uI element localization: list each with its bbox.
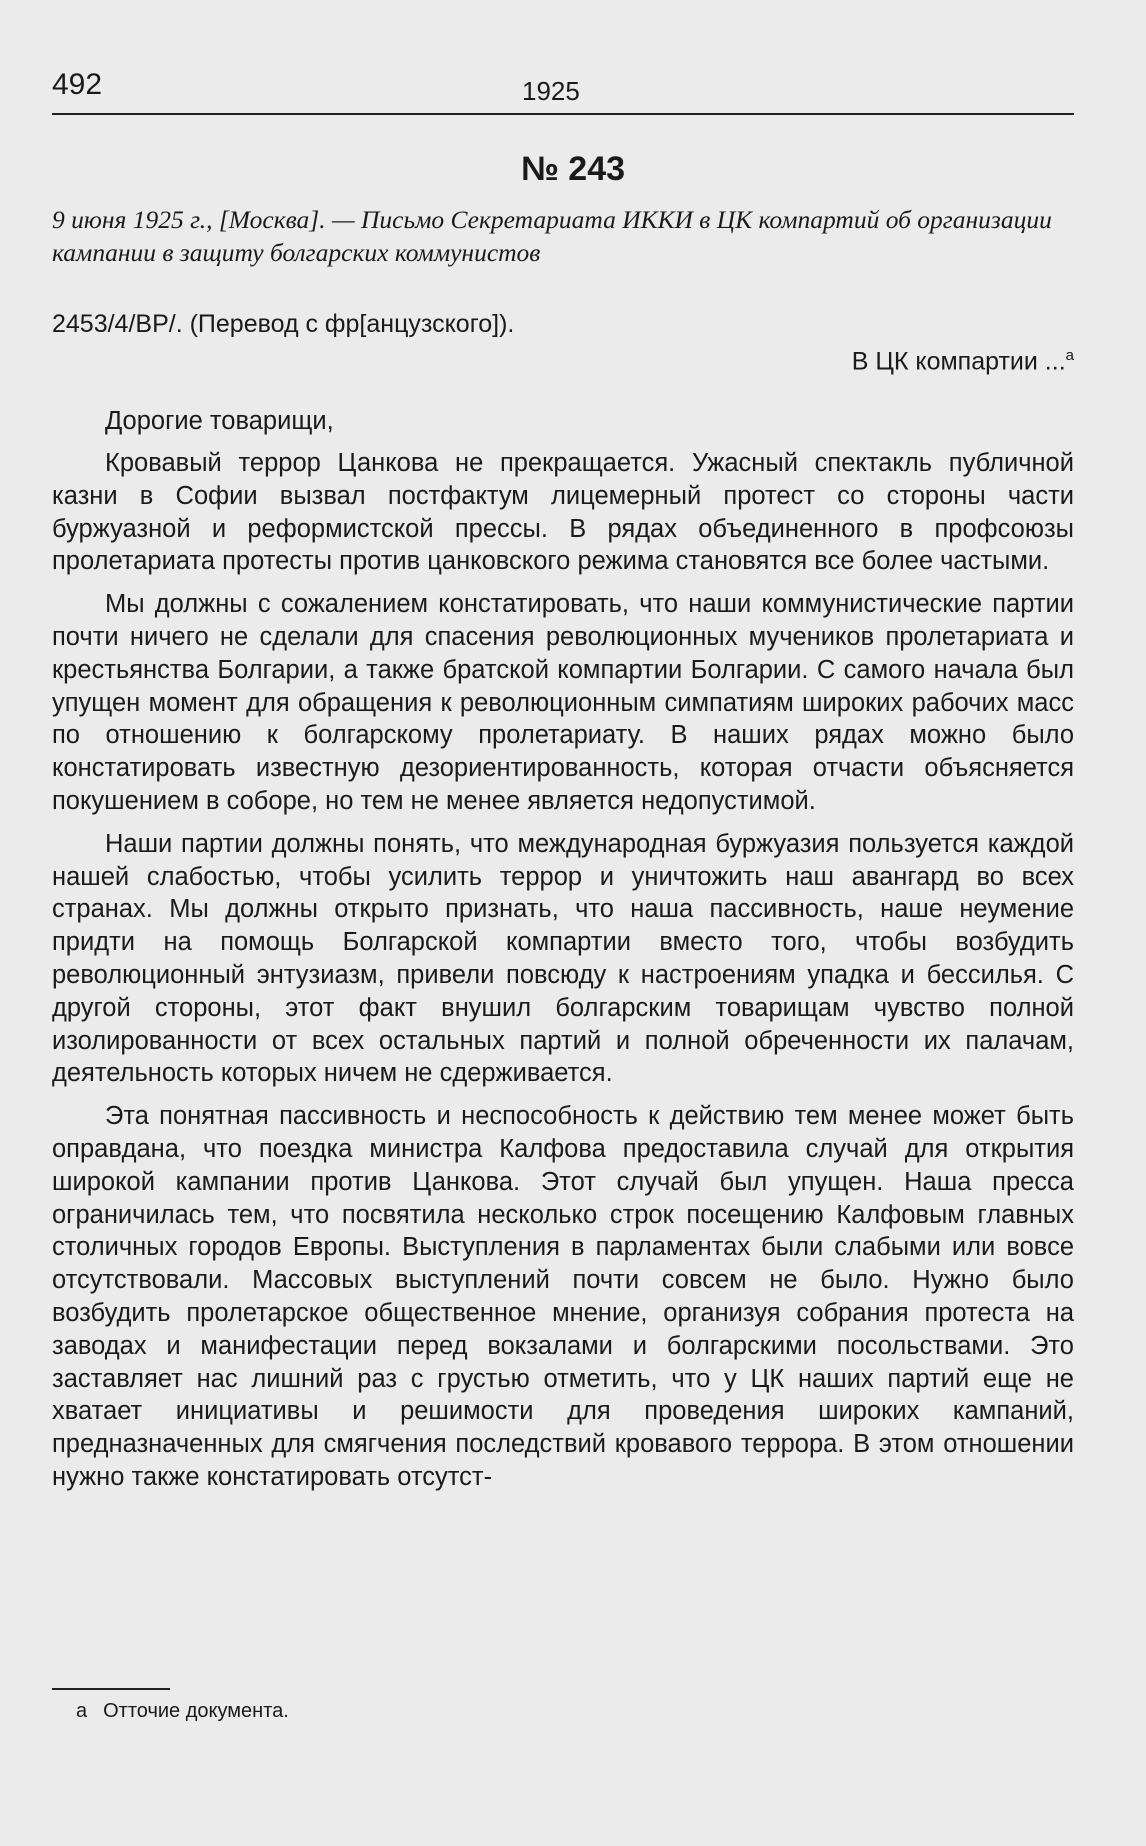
paragraph: Эта понятная пассивность и неспособность к действию тем менее может быть оправдана, что поездка министра Калфова предоставила случай для открытия широкой кампании против Цанкова. Этот случай был упущен. Наша пресса ограничилась тем, что посвятила несколько строк посещению Калфовым главных столичных городов Европы. Выступления в парламентах были слабыми или вовсе отсутствовали. Массовых выступлений почти совсем не было. Нужно было возбудить пролетарское общественное мнение, организуя собрания протеста на заводах и манифестации перед вокзалами и болгарскими посольствами. Это заставляет нас лишний раз с грустью отметить, что у ЦК наших партий еще не хватает инициативы и решимости для проведения широких кампаний, предназначенных для смягчения последствий кровавого террора. В этом отношении нужно также констатировать отсутст- [52, 1102, 1074, 1491]
footnote-marker: а [1065, 347, 1074, 364]
page-number: 492 [52, 68, 103, 101]
addressee-text: В ЦК компартии ... [851, 347, 1066, 376]
letter-body [52, 447, 1074, 1504]
paragraph: Кровавый террор Цанкова не прекращается. Ужасный спектакль публичной казни в Софии вызвал постфактум лицемерный протест со стороны части буржуазной и реформистской прессы. В рядах объединенного в профсоюзы пролетариата протесты против цанковского режима становятся все более частыми. [52, 449, 1074, 576]
footnote [76, 1700, 289, 1723]
document-number: № 243 [520, 150, 626, 188]
footnote-mark: а [76, 1700, 88, 1722]
footnote-text: Отточие документа. [103, 1700, 289, 1722]
paragraph: Наши партии должны понять, что международная буржуазия пользуется каждой нашей слабостью, чтобы усилить террор и уничтожить наш авангард во всех странах. Мы должны открыто признать, что наша пассивность, наше неумение придти на помощь Болгарской компартии вместо того, чтобы возбудить революционный энтузиазм, привели повсюду к настроениям упадка и бессилья. С другой стороны, этот факт внушил болгарским товарищам чувство полной изолированности от всех остальных партий и полной обреченности их палачам, деятельность которых ничем не сдерживается. [52, 829, 1074, 1088]
document-title: 9 июня 1925 г., [Москва]. — Письмо Секретариата ИККИ в ЦК компартий об организации кампании в защиту болгарских коммунистов [52, 205, 1052, 267]
running-head [52, 68, 1074, 112]
footnote-rule [52, 1688, 170, 1690]
paragraph: Мы должны с сожалением констатировать, что наши коммунистические партии почти ничего не сделали для спасения революционных мучеников пролетариата и крестьянства Болгарии, а также братской компартии Болгарии. С самого начала был упущен момент для обращения к революционным симпатиям широких рабочих масс по отношению к болгарскому пролетариату. В наших рядах можно было констатировать известную дезориентированность, которая отчасти объясняется покушением в соборе, но тем не менее является недопустимой. [52, 590, 1074, 815]
greeting: Дорогие товарищи, [105, 407, 334, 435]
addressee [852, 347, 1074, 376]
header-rule [52, 113, 1074, 115]
archive-reference: 2453/4/BP/. (Перевод с фр[анцузского]). [52, 310, 515, 338]
header-year: 1925 [522, 76, 580, 106]
